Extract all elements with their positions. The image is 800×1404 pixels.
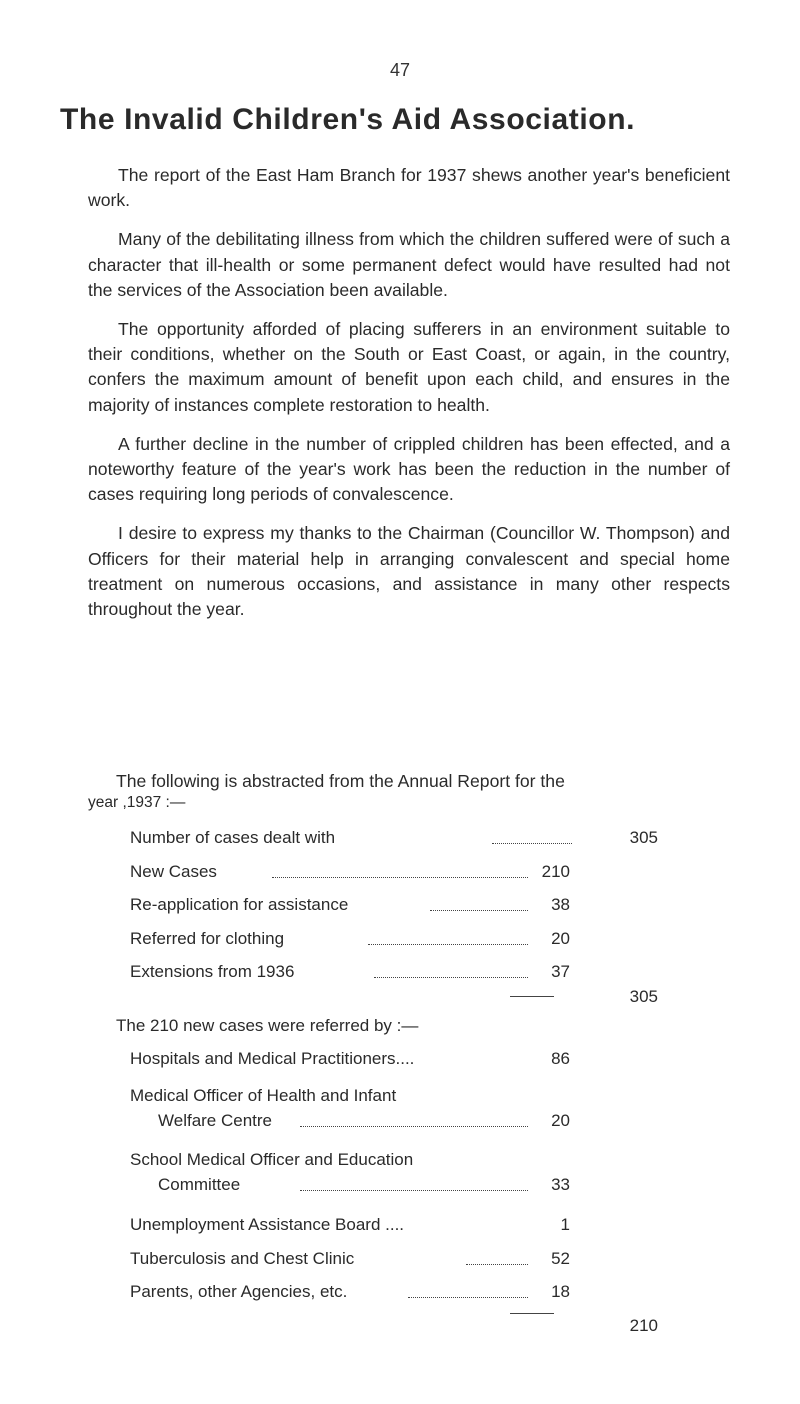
row-value: 210 [541, 862, 570, 881]
abstract-intro-line: year ,1937 :— [88, 794, 186, 811]
row-label: Committee [158, 1175, 241, 1194]
cases-subtotal: 305 [629, 987, 658, 1006]
row-label: Welfare Centre [158, 1111, 273, 1130]
page-number: 47 [389, 60, 411, 80]
row-label: Parents, other Agencies, etc. [130, 1282, 348, 1301]
abstract-intro [88, 771, 730, 813]
row-label: Tuberculosis and Chest Clinic [130, 1249, 355, 1268]
row-value: 86 [551, 1049, 570, 1068]
leader-dots [272, 877, 528, 878]
paragraph: A further decline in the number of crippled children has been effected, and a noteworthy feature of the year's work has been the reduction in the number of cases requiring long periods of convalescence. [88, 433, 730, 505]
sum-rule [510, 1313, 554, 1314]
leader-dots [300, 1126, 528, 1127]
row-value: 37 [551, 962, 570, 981]
row-label: New Cases [130, 862, 217, 881]
row-label: Medical Officer of Health and Infant [130, 1086, 397, 1105]
leader-dots [368, 944, 528, 945]
row-value: 20 [551, 1111, 570, 1130]
paragraph: The report of the East Ham Branch for 1937 shews another year's beneficient work. [88, 165, 730, 211]
row-label: Extensions from 1936 [130, 962, 295, 981]
paragraph: Many of the debilitating illness from which the children suffered were of such a character that ill-health or some permanent defect would have resulted had not the services of the Association been available. [88, 229, 730, 300]
row-label: Hospitals and Medical Practitioners.... [130, 1049, 415, 1068]
row-label: Unemployment Assistance Board .... [130, 1215, 405, 1234]
leader-dots [300, 1190, 528, 1191]
page-title: The Invalid Children's Aid Association. [60, 103, 636, 136]
row-value: 20 [551, 929, 570, 948]
cases-total-label: Number of cases dealt with [130, 828, 336, 847]
report-body [88, 163, 730, 636]
sum-rule [510, 996, 554, 997]
row-label: Referred for clothing [130, 929, 285, 948]
leader-dots [492, 843, 572, 844]
row-value: 52 [551, 1249, 570, 1268]
referrals-total: 210 [629, 1316, 658, 1335]
row-value: 1 [560, 1215, 570, 1234]
paragraph: The opportunity afforded of placing sufferers in an environment suitable to their conditions, whether on the South or East Coast, or again, in the country, confers the maximum amount of benefit upon each child, and ensures in the majority of instances complete restoration to health. [88, 319, 730, 415]
row-value: 18 [551, 1282, 570, 1301]
row-value: 33 [551, 1175, 570, 1194]
abstract-intro-line: The following is abstracted from the Annual Report for the [116, 771, 565, 791]
leader-dots [374, 977, 528, 978]
cases-total-value: 305 [629, 828, 658, 847]
row-label: School Medical Officer and Education [130, 1150, 414, 1169]
row-label: Re-application for assistance [130, 895, 349, 914]
referrals-heading-text: The 210 new cases were referred by :— [116, 1016, 419, 1035]
row-value: 38 [551, 895, 570, 914]
paragraph: I desire to express my thanks to the Chairman (Councillor W. Thompson) and Officers for their material help in arranging convalescent and special home treatment on numerous occasions, and assistance in many other respects throughout the year. [88, 523, 730, 620]
